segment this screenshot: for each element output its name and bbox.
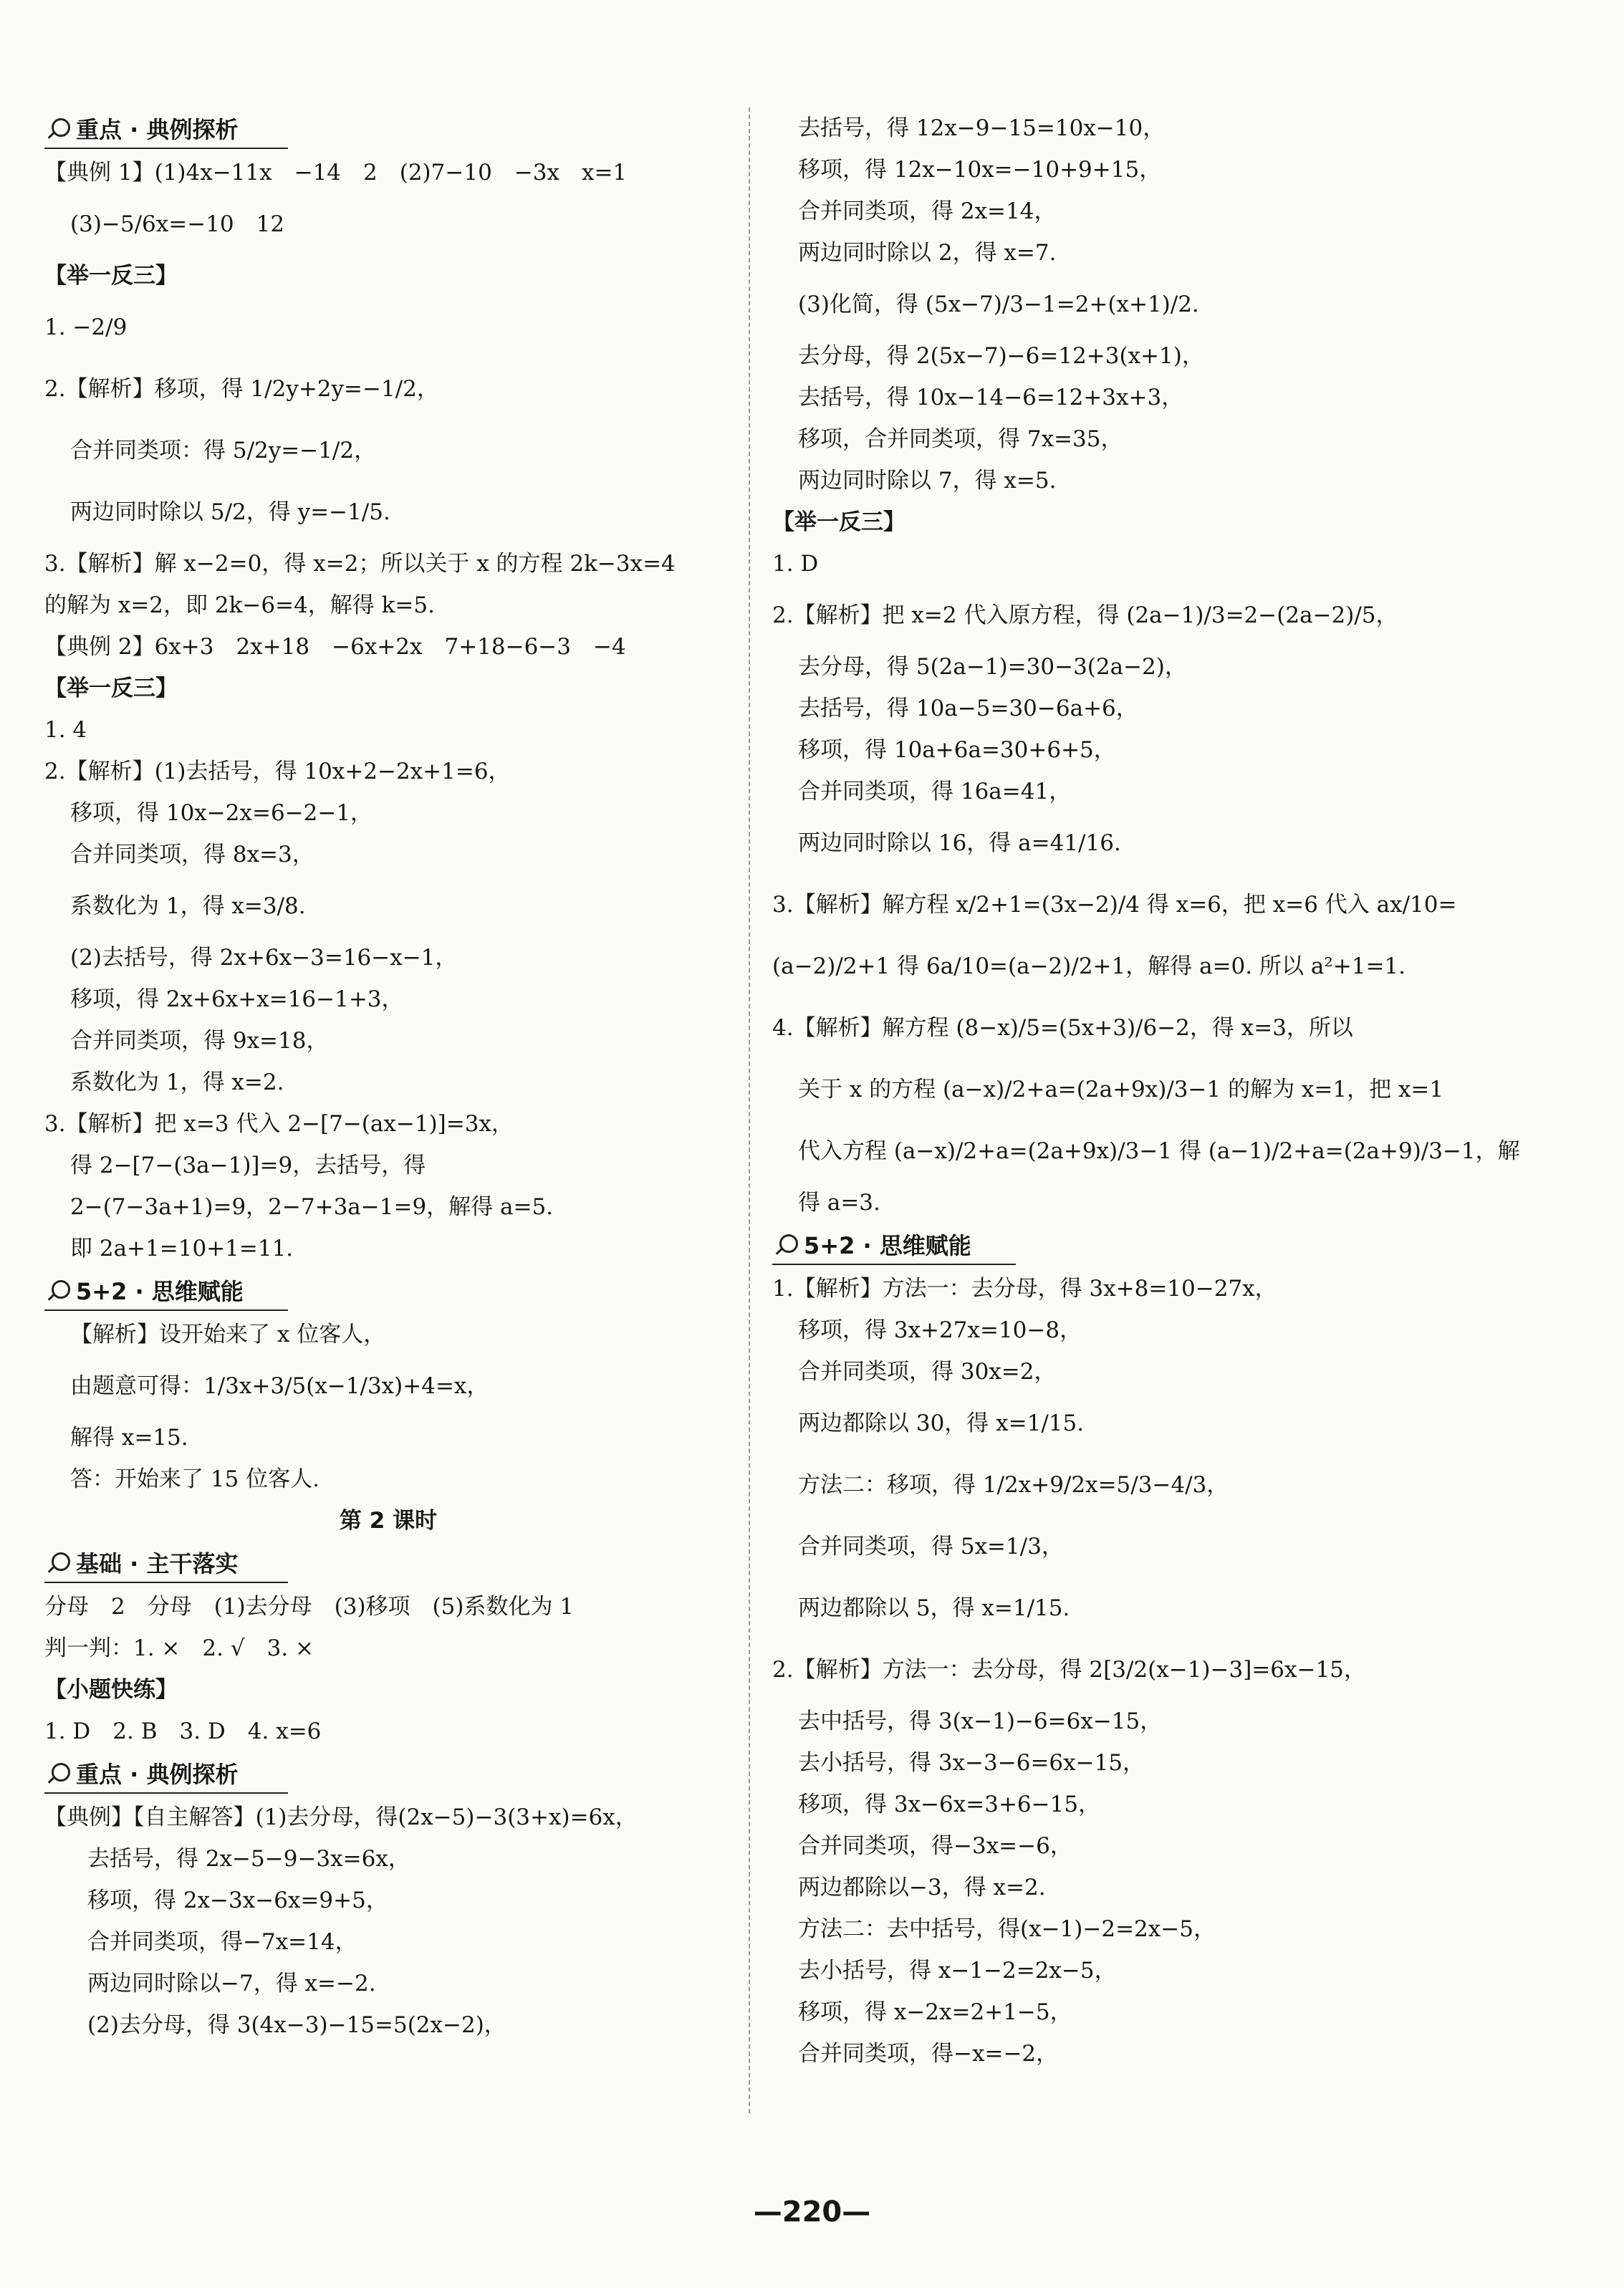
text-line: 去中括号，得 3(x−1)−6=6x−15， (798, 1708, 1163, 1734)
subsection-heading: 【小题快练】 (44, 1677, 178, 1703)
text-line: 2.【解析】(1)去括号，得 10x+2−2x+1=6， (44, 759, 511, 784)
text-line: 合并同类项，得 2x=14， (798, 198, 1057, 224)
text-line: 去小括号，得 x−1−2=2x−5， (798, 1958, 1117, 1984)
section-heading-text: 重点 · 典例探析 (76, 116, 239, 143)
section-heading (44, 1269, 732, 1314)
subsection-heading: 【举一反三】 (44, 676, 178, 701)
text-line: 关于 x 的方程 (a−x)/2+a=(2a+9x)/3−1 的解为 x=1，把 x=1 (798, 1077, 1444, 1102)
text-line: 合并同类项：得 5/2y=−1/2， (70, 438, 377, 463)
text-line: 2−(7−3a+1)=9，2−7+3a−1=9，解得 a=5. (70, 1194, 554, 1220)
text-line: 系数化为 1，得 x=2. (70, 1070, 284, 1095)
text-line: 移项，得 10a+6a=30+6+5， (798, 737, 1116, 763)
magnifier-icon (772, 1233, 801, 1261)
text-line: 得 a=3. (798, 1190, 880, 1216)
text-line: 代入方程 (a−x)/2+a=(2a+9x)/3−1 得 (a−1)/2+a=(2a+9)/3−1，解 (798, 1138, 1520, 1164)
text-line: 4.【解析】解方程 (8−x)/5=(5x+3)/6−2，得 x=3，所以 (772, 1015, 1353, 1041)
magnifier-icon (44, 1761, 73, 1790)
section-heading-text: 重点 · 典例探析 (76, 1761, 239, 1788)
text-line: 得 2−[7−(3a−1)]=9，去括号，得 (70, 1153, 426, 1178)
text-line: 合并同类项，得 5x=1/3， (798, 1534, 1064, 1559)
text-line: 由题意可得：1/3x+3/5(x−1/3x)+4=x， (70, 1373, 489, 1399)
magnifier-icon (44, 1279, 73, 1307)
heading-underline (44, 1582, 288, 1583)
text-line: 1. 4 (44, 717, 87, 743)
text-line: 两边都除以−3，得 x=2. (798, 1875, 1046, 1900)
text-line: 去括号，得 10x−14−6=12+3x+3， (798, 385, 1184, 410)
text-line: 【典例 1】(1)4x−11x −14 2 (2)7−10 −3x x=1 (44, 160, 628, 186)
text-line: 两边都除以 30，得 x=1/15. (798, 1410, 1085, 1436)
text-line: 1.【解析】方法一：去分母，得 3x+8=10−27x， (772, 1276, 1277, 1302)
text-line: 两边同时除以 5/2，得 y=−1/5. (70, 499, 390, 525)
text-line: 2.【解析】把 x=2 代入原方程，得 (2a−1)/3=2−(2a−2)/5， (772, 602, 1398, 628)
text-line: 移项，得 2x+6x+x=16−1+3， (70, 986, 404, 1012)
text-line: 的解为 x=2，即 2k−6=4，解得 k=5. (44, 592, 435, 618)
text-line: 【典例】【自主解答】(1)去分母，得(2x−5)−3(3+x)=6x， (44, 1804, 638, 1830)
text-line: 两边同时除以 16，得 a=41/16. (798, 830, 1121, 856)
heading-underline (44, 1309, 288, 1311)
subsection-heading: 【举一反三】 (44, 263, 178, 289)
text-line: 3.【解析】解 x−2=0，得 x=2；所以关于 x 的方程 2k−3x=4 (44, 551, 676, 577)
text-line: 方法二：去中括号，得(x−1)−2=2x−5， (798, 1916, 1216, 1942)
text-line: 【典例 2】6x+3 2x+18 −6x+2x 7+18−6−3 −4 (44, 634, 626, 660)
section-heading (772, 1224, 1589, 1268)
text-line: 【解析】设开始来了 x 位客人， (70, 1322, 386, 1347)
section-heading (44, 1752, 732, 1797)
text-line: 两边同时除以 7，得 x=5. (798, 468, 1057, 494)
text-line: 答：开始来了 15 位客人. (70, 1466, 320, 1492)
text-line: 第 2 课时 (339, 1508, 438, 1534)
section-heading (44, 1542, 732, 1586)
text-line: 合并同类项，得 9x=18， (70, 1028, 329, 1054)
text-line: 两边都除以 5，得 x=1/15. (798, 1595, 1070, 1621)
text-line: 3.【解析】解方程 x/2+1=(3x−2)/4 得 x=6，把 x=6 代入 ax/10= (772, 892, 1457, 918)
text-line: 2.【解析】移项，得 1/2y+2y=−1/2， (44, 376, 439, 402)
left-column (44, 107, 732, 2046)
text-line: 判一判：1. × 2. √ 3. × (44, 1635, 314, 1661)
text-line: 合并同类项，得−x=−2， (798, 2041, 1059, 2067)
text-line: (3)−5/6x=−10 12 (70, 211, 285, 237)
text-line: 1. −2/9 (44, 314, 128, 340)
text-line: 解得 x=15. (70, 1425, 188, 1451)
text-line: 合并同类项，得−3x=−6， (798, 1833, 1072, 1859)
text-line: 两边同时除以 2，得 x=7. (798, 240, 1057, 266)
text-line: (2)去括号，得 2x+6x−3=16−x−1， (70, 945, 458, 971)
text-line: 去分母，得 2(5x−7)−6=12+3(x+1)， (798, 343, 1204, 369)
text-line: 去括号，得 2x−5−9−3x=6x， (87, 1846, 410, 1872)
magnifier-icon (44, 1551, 73, 1580)
text-line: (a−2)/2+1 得 6a/10=(a−2)/2+1，解得 a=0. 所以 a²+1=1. (772, 953, 1406, 979)
page-number: —220— (753, 2196, 871, 2229)
text-line: 合并同类项，得 16a=41， (798, 779, 1072, 804)
text-line: 1. D 2. B 3. D 4. x=6 (44, 1719, 322, 1744)
section-heading-text: 基础 · 主干落实 (76, 1550, 239, 1577)
text-line: (3)化简，得 (5x−7)/3−1=2+(x+1)/2. (798, 292, 1199, 317)
heading-underline (44, 1792, 288, 1794)
heading-underline (772, 1264, 1016, 1265)
text-line: 两边同时除以−7，得 x=−2. (87, 1971, 376, 1996)
column-divider (749, 107, 750, 2113)
subsection-heading: 【举一反三】 (772, 509, 905, 535)
text-line: 3.【解析】把 x=3 代入 2−[7−(ax−1)]=3x， (44, 1111, 514, 1137)
text-line: 移项，得 x−2x=2+1−5， (798, 1999, 1072, 2025)
text-line: 去括号，得 12x−9−15=10x−10， (798, 115, 1166, 141)
heading-underline (44, 148, 288, 149)
text-line: (2)去分母，得 3(4x−3)−15=5(2x−2)， (87, 2012, 506, 2038)
text-line: 移项，得 2x−3x−6x=9+5， (87, 1888, 388, 1913)
text-line: 移项，合并同类项，得 7x=35， (798, 426, 1123, 452)
text-line: 合并同类项，得 30x=2， (798, 1359, 1057, 1385)
text-line: 即 2a+1=10+1=11. (70, 1236, 294, 1261)
magnifier-icon (44, 117, 73, 145)
text-line: 1. D (772, 551, 819, 577)
text-line: 移项，得 3x+27x=10−8， (798, 1317, 1082, 1343)
section-heading-text: 5+2 · 思维赋能 (76, 1278, 244, 1305)
text-line: 去括号，得 10a−5=30−6a+6， (798, 696, 1138, 721)
text-line: 移项，得 3x−6x=3+6−15， (798, 1792, 1101, 1817)
text-line: 去小括号，得 3x−3−6=6x−15， (798, 1750, 1145, 1776)
text-line: 方法二：移项，得 1/2x+9/2x=5/3−4/3， (798, 1472, 1229, 1498)
text-line: 合并同类项，得−7x=14， (87, 1929, 357, 1955)
text-line: 分母 2 分母 (1)去分母 (3)移项 (5)系数化为 1 (44, 1594, 575, 1620)
text-line: 移项，得 12x−10x=−10+9+15， (798, 157, 1162, 183)
text-line: 系数化为 1，得 x=3/8. (70, 893, 306, 919)
text-line: 去分母，得 5(2a−1)=30−3(2a−2)， (798, 654, 1187, 680)
section-heading-text: 5+2 · 思维赋能 (804, 1232, 971, 1259)
text-line: 2.【解析】方法一：去分母，得 2[3/2(x−1)−3]=6x−15， (772, 1657, 1366, 1683)
section-heading (44, 107, 732, 152)
text-line: 合并同类项，得 8x=3， (70, 842, 314, 867)
right-column (772, 107, 1589, 2075)
text-line: 移项，得 10x−2x=6−2−1， (70, 800, 373, 826)
